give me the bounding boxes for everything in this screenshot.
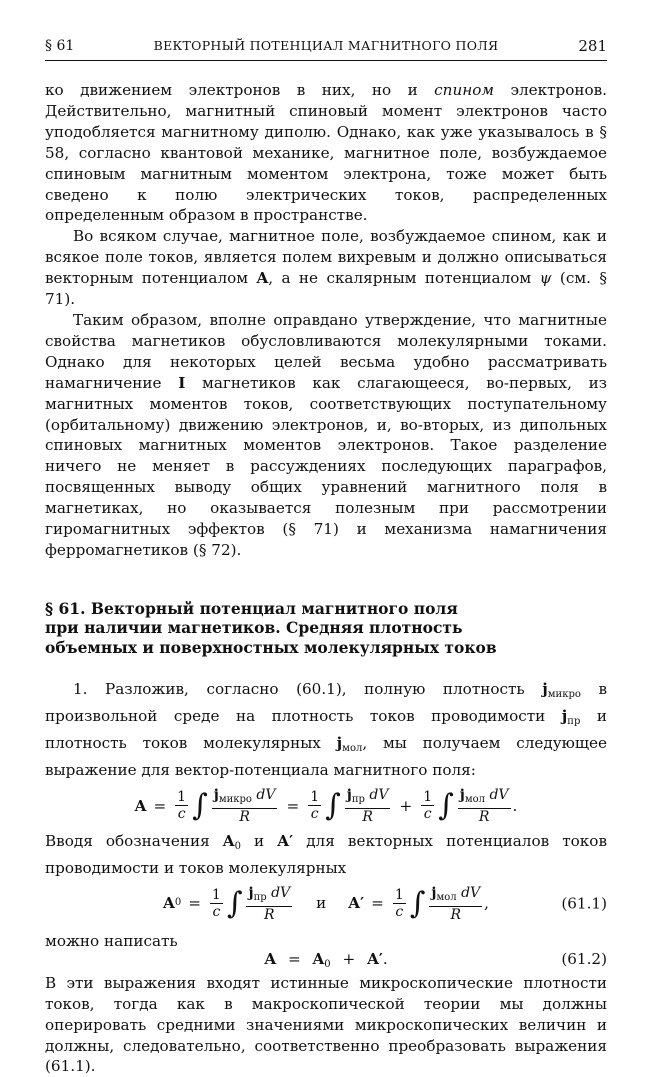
paragraph-1: ко движением электронов в них, но и спином электронов. Действительно, магнитный спиновый момент электронов часто уподобляется магнитному диполю. Однако, как уже указывалось в § 58, согласно квантовой механике, магнитное поле, возбуждаемое спиновым магнитным моментом электрона, тоже может быть сведено к полю электрических токов, распределенных определенным образом в пространстве. xyxy=(45,81,607,225)
equation-number-61-2: (61.2) xyxy=(561,949,607,968)
symbol-psi: ψ xyxy=(539,269,552,288)
page-number: 281 xyxy=(578,37,607,55)
paragraph-5: Вводя обозначения $A_0$ и A′ для векторных потенциалов токов проводимости и токов молекулярных xyxy=(45,831,607,877)
running-head xyxy=(45,36,607,61)
equation-61-2: $A = A_0 + A'$. xyxy=(264,949,388,970)
page-content xyxy=(45,80,607,1077)
paragraph-2: Во всяком случае, магнитное поле, возбуждаемое спином, как и всякое поле токов, является полем вихревым и должно описываться векторным потенциалом A, а не скалярным потенциалом ψ (см. § 71). xyxy=(45,227,607,309)
running-head-title: ВЕКТОРНЫЙ ПОТЕНЦИАЛ МАГНИТНОГО ПОЛЯ xyxy=(153,38,499,53)
paragraph-3: Таким образом, вполне оправдано утверждение, что магнитные свойства магнетиков обусловливаются молекулярными токами. Однако для некоторых целей весьма удобно рассматривать намагничение I магнетиков как слагающееся, во-первых, из магнитных моментов токов, соответствующих поступательному (орбитальному) движению электронов, и, во-вторых, из дипольных спиновых магнитных моментов электронов. Такое разделение ничего не меняет в рассуждениях последующих параграфов, посвященных выводу общих уравнений магнитного поля в магнетиках, но оказывается полезным при рассмотрении гиромагнитных эффектов (§ 71) и механизма намагничения ферромагнетиков (§ 72). xyxy=(45,310,607,559)
symbol-A: A xyxy=(256,269,269,288)
emphasis-spin: спином xyxy=(434,81,494,99)
paragraph-4: 1. Разложив, согласно (60.1), полную плотность $j_{микро}$ в произвольной среде на плотность токов проводимости $j_{пр}$ и плотность токов молекулярных $j_{мол}$, мы получаем следующее выражение для вектор-потенциала магнитного поля: xyxy=(45,680,608,780)
section-heading: § 61. Векторный потенциал магнитного поля при наличии магнетиков. Средняя плотность объемных и поверхностных молекулярных токов xyxy=(45,598,497,657)
equation-number-61-1: (61.1) xyxy=(561,894,607,913)
symbol-I: I xyxy=(178,373,186,392)
equation-61-2-line: можно написать $A = A_0 + A'$. (61.2) xyxy=(45,929,607,973)
paragraph-7: В эти выражения входят истинные микроскопические плотности токов, тогда как в макроскопической теории мы должны оперировать средними значениями микроскопических величин и должны, следовательно, соответственно преобразовать выражения (61.1). xyxy=(45,973,607,1076)
equation-61-1: A 0 = $\frac{1}{c}$ ∫ $\frac{j_{пр} dV}{R}$ и A′ = $\frac{1}{c}$ ∫ $\frac{j_{мол} dV}{R}$ , (61.1) xyxy=(163,884,607,923)
running-head-section: § 61 xyxy=(45,38,75,54)
equation-vector-potential: A = $\frac{1}{c}$ ∫ $\frac{j_{микро} dV}{R}$ = $\frac{1}{c}$ ∫ $\frac{j_{пр} dV}{R}$ + $\frac{1}{c}$ ∫ $\frac{j_{мол} dV}{R}$ . xyxy=(134,786,518,825)
